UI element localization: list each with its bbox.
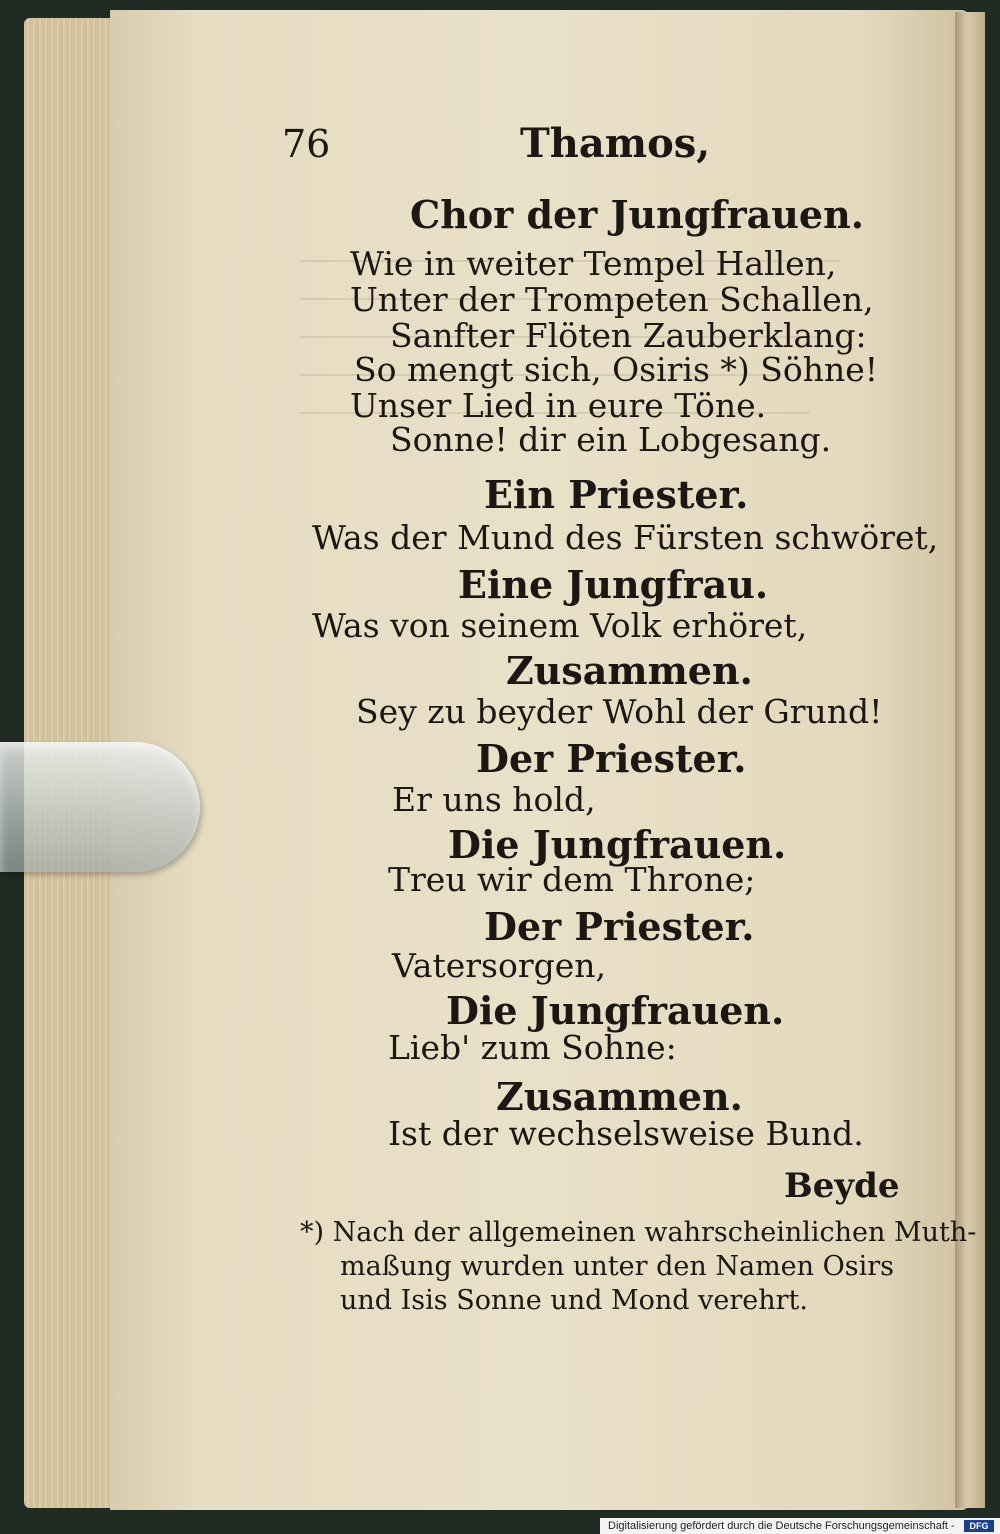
verse-line: Was der Mund des Fürsten schwöret, xyxy=(312,518,939,557)
verse-line: Lieb' zum Sohne: xyxy=(388,1028,677,1067)
running-head: Thamos, xyxy=(520,120,711,167)
catchword: Beyde xyxy=(784,1166,900,1206)
page-number: 76 xyxy=(282,122,331,166)
verse-line: Unser Lied in eure Töne. xyxy=(350,386,767,425)
verse-line: Sanfter Flöten Zauberklang: xyxy=(390,316,867,355)
speaker-label: Zusammen. xyxy=(496,1074,743,1119)
digitization-credit: Digitalisierung gefördert durch die Deutsche Forschungsgemeinschaft - xyxy=(608,1520,955,1532)
speaker-label: Der Priester. xyxy=(476,736,747,781)
verse-line: Sey zu beyder Wohl der Grund! xyxy=(356,692,883,731)
verse-line: So mengt sich, Osiris *) Söhne! xyxy=(354,350,879,389)
verse-line: Unter der Trompeten Schallen, xyxy=(350,280,874,319)
verse-line: Er uns hold, xyxy=(392,780,596,819)
speaker-label: Eine Jungfrau. xyxy=(458,562,769,607)
footnote-line: *) Nach der allgemeinen wahrscheinlichen Muth- xyxy=(300,1217,977,1248)
verse-line: Was von seinem Volk erhöret, xyxy=(312,606,808,645)
verse-line: Sonne! dir ein Lobgesang. xyxy=(390,420,832,459)
speaker-label: Ein Priester. xyxy=(484,472,749,517)
dfg-logo-icon: DFG xyxy=(964,1520,994,1532)
speaker-label: Die Jungfrauen. xyxy=(448,822,787,867)
speaker-label: Chor der Jungfrauen. xyxy=(410,192,864,237)
verse-line: Wie in weiter Tempel Hallen, xyxy=(350,244,837,283)
verse-line: Treu wir dem Throne; xyxy=(388,860,756,899)
speaker-label: Die Jungfrauen. xyxy=(446,988,785,1033)
right-page-edge xyxy=(955,12,985,1508)
verse-line: Ist der wechselsweise Bund. xyxy=(388,1114,864,1153)
speaker-label: Der Priester. xyxy=(484,904,755,949)
verse-line: Vatersorgen, xyxy=(392,946,607,985)
footnote-line: maßung wurden unter den Namen Osirs xyxy=(340,1251,895,1282)
glass-clip xyxy=(0,742,200,872)
footnote-line: und Isis Sonne und Mond verehrt. xyxy=(340,1285,808,1316)
speaker-label: Zusammen. xyxy=(506,648,753,693)
